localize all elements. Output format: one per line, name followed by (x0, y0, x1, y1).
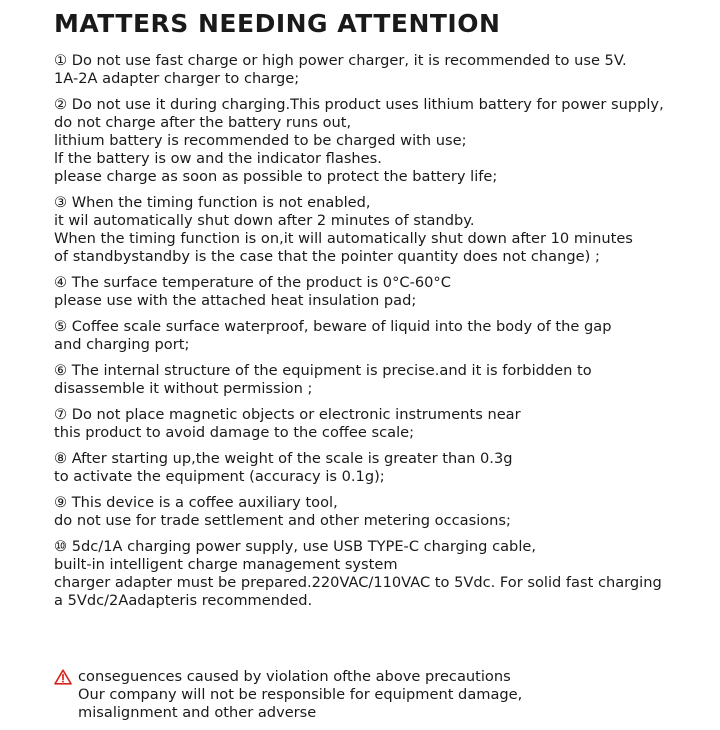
precaution-line: of standbystandby is the case that the pointer quantity does not change) ; (54, 248, 600, 265)
warning-line: conseguences caused by violation ofthe above precautions (78, 668, 511, 685)
precaution-item-1 (54, 52, 714, 88)
precaution-item-4 (54, 274, 714, 310)
precaution-line: ③ When the timing function is not enabled, (54, 194, 371, 211)
precaution-line: ⑨ This device is a coffee auxiliary tool, (54, 494, 338, 511)
precaution-line: 1A-2A adapter charger to charge; (54, 70, 300, 87)
precaution-line: ⑩ 5dc/1A charging power supply, use USB TYPE-C charging cable, (54, 538, 536, 555)
warning-line: misalignment and other adverse (78, 704, 317, 721)
warning-triangle-icon (54, 669, 72, 685)
precaution-item-10 (54, 538, 714, 610)
precaution-item-3 (54, 194, 714, 266)
precaution-line: do not charge after the battery runs out, (54, 114, 352, 131)
precaution-line: built-in intelligent charge management system (54, 556, 398, 573)
warning-line: Our company will not be responsible for equipment damage, (78, 686, 523, 703)
page-title: MATTERS NEEDING ATTENTION (54, 9, 501, 38)
precaution-line: please charge as soon as possible to protect the battery life; (54, 168, 498, 185)
precaution-line: ⑧ After starting up,the weight of the scale is greater than 0.3g (54, 450, 513, 467)
precaution-line: ⑤ Coffee scale surface waterproof, beware of liquid into the body of the gap (54, 318, 612, 335)
precaution-line: ① Do not use fast charge or high power charger, it is recommended to use 5V. (54, 52, 627, 69)
precaution-item-6 (54, 362, 714, 398)
precaution-item-7 (54, 406, 714, 442)
precaution-line: disassemble it without permission ; (54, 380, 313, 397)
precaution-item-2 (54, 96, 714, 186)
warning-text (78, 668, 714, 722)
precaution-line: please use with the attached heat insulation pad; (54, 292, 417, 309)
precaution-item-9 (54, 494, 714, 530)
precaution-line: charger adapter must be prepared.220VAC/110VAC to 5Vdc. For solid fast charging (54, 574, 662, 591)
precaution-line: it wil automatically shut down after 2 minutes of standby. (54, 212, 475, 229)
precaution-line: ④ The surface temperature of the product is 0°C-60°C (54, 274, 451, 291)
precaution-line: When the timing function is on,it will automatically shut down after 10 minutes (54, 230, 633, 247)
precaution-line: a 5Vdc/2Aadapteris recommended. (54, 592, 313, 609)
precaution-line: ⑥ The internal structure of the equipment is precise.and it is forbidden to (54, 362, 592, 379)
precaution-item-8 (54, 450, 714, 486)
precaution-line: this product to avoid damage to the coffee scale; (54, 424, 415, 441)
precaution-line: to activate the equipment (accuracy is 0.1g); (54, 468, 385, 485)
precaution-item-5 (54, 318, 714, 354)
precaution-line: and charging port; (54, 336, 190, 353)
warning-note (54, 668, 714, 722)
precaution-line: do not use for trade settlement and other metering occasions; (54, 512, 511, 529)
precaution-line: ② Do not use it during charging.This product uses lithium battery for power supply, (54, 96, 664, 113)
precaution-line: lithium battery is recommended to be charged with use; (54, 132, 467, 149)
precautions-list (54, 52, 714, 618)
precaution-line: lf the battery is ow and the indicator flashes. (54, 150, 382, 167)
precaution-line: ⑦ Do not place magnetic objects or electronic instruments near (54, 406, 521, 423)
